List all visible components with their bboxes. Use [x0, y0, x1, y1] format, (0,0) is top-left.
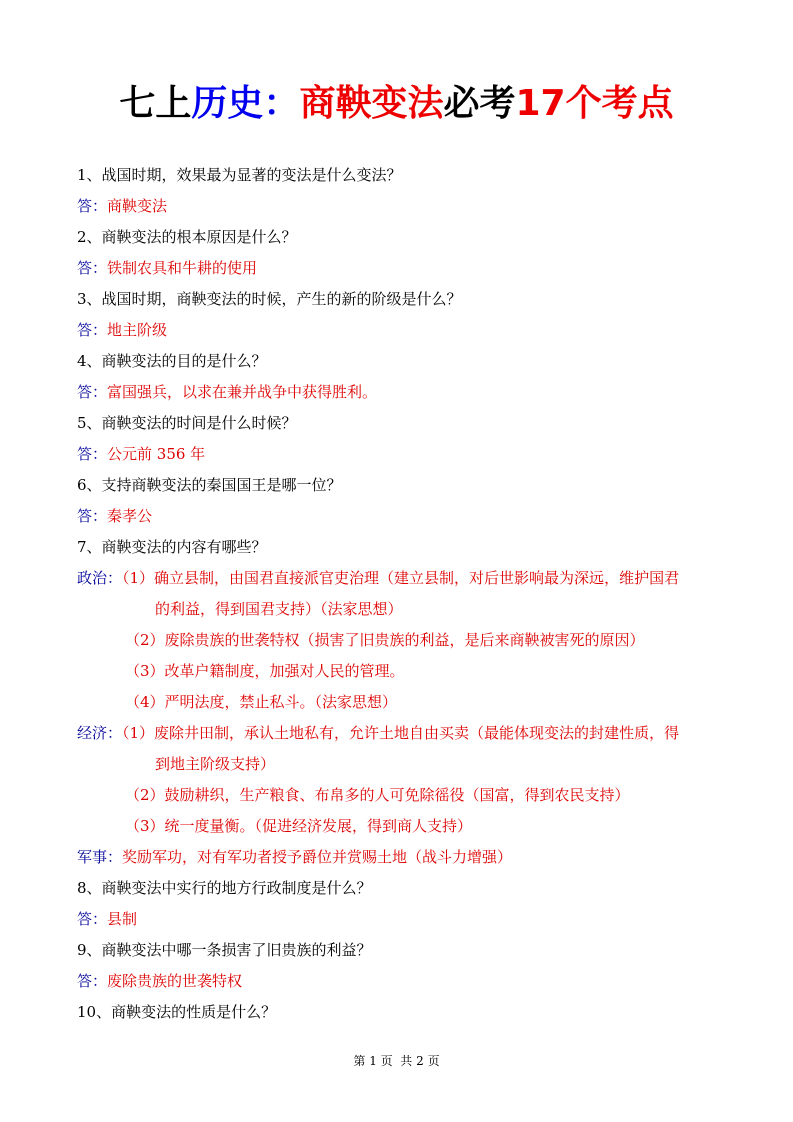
- answer-text: 富国强兵，以求在兼并战争中获得胜利。: [107, 383, 378, 401]
- question-4: 4、商鞅变法的目的是什么？: [77, 352, 267, 370]
- answer-6: [77, 505, 152, 527]
- economy-item-1: [77, 722, 679, 744]
- question-3: 3、战国时期，商鞅变法的时候，产生的新的阶级是什么？: [77, 290, 462, 308]
- answer-label: 答：: [77, 445, 108, 463]
- economy-label: 经济：: [77, 724, 123, 742]
- answer-2: [77, 257, 257, 279]
- question-1: 1、战国时期，效果最为显著的变法是什么变法？: [77, 166, 402, 184]
- politics-item-1: [77, 567, 679, 589]
- question-9: 9、商鞅变法中哪一条损害了旧贵族的利益？: [77, 941, 372, 959]
- answer-3: [77, 319, 167, 341]
- answer-text: 县制: [107, 910, 138, 928]
- answer-label: 答：: [77, 910, 108, 928]
- question-10: 10、商鞅变法的性质是什么？: [77, 1003, 277, 1021]
- economy-text-1b: 到地主阶级支持）: [155, 755, 276, 773]
- answer-9: [77, 970, 242, 992]
- answer-label: 答：: [77, 972, 108, 990]
- answer-text: 废除贵族的世袭特权: [107, 972, 243, 990]
- politics-text-1b: 的利益，得到国君支持）（法家思想）: [155, 600, 403, 618]
- answer-8: [77, 908, 137, 930]
- politics-item-4: （4）严明法度，禁止私斗。（法家思想）: [125, 693, 398, 711]
- title-grade: 七上: [119, 83, 192, 124]
- politics-item-2: （2）废除贵族的世袭特权（损害了旧贵族的利益，是后来商鞅被害死的原因）: [125, 631, 645, 649]
- answer-text: 铁制农具和牛耕的使用: [107, 259, 258, 277]
- question-8: 8、商鞅变法中实行的地方行政制度是什么？: [77, 879, 372, 897]
- answer-label: 答：: [77, 321, 108, 339]
- question-6: 6、支持商鞅变法的秦国国王是哪一位？: [77, 476, 342, 494]
- title-count: 17个考点: [515, 83, 674, 124]
- answer-label: 答：: [77, 507, 108, 525]
- military-text: 奖励军功，对有军功者授予爵位并赏赐土地（战斗力增强）: [122, 848, 513, 866]
- page-title: [0, 78, 793, 130]
- title-must: 必考: [443, 83, 516, 124]
- economy-item-2: （2）鼓励耕织，生产粮食、布帛多的人可免除徭役（国富，得到农民支持）: [125, 786, 630, 804]
- title-topic: 商鞅变法: [299, 83, 444, 124]
- economy-item-3: （3）统一度量衡。（促进经济发展，得到商人支持）: [125, 817, 473, 835]
- answer-1: [77, 195, 167, 217]
- military-label: 军事：: [77, 848, 123, 866]
- title-subject: 历史：: [191, 83, 300, 124]
- answer-text: 公元前 356 年: [107, 445, 206, 463]
- question-2: 2、商鞅变法的根本原因是什么？: [77, 228, 297, 246]
- politics-label: 政治：: [77, 569, 123, 587]
- question-5: 5、商鞅变法的时间是什么时候？: [77, 414, 297, 432]
- answer-label: 答：: [77, 383, 108, 401]
- politics-item-3: （3）改革户籍制度，加强对人民的管理。: [125, 662, 405, 680]
- question-7: 7、商鞅变法的内容有哪些？: [77, 538, 267, 556]
- answer-4: [77, 381, 377, 403]
- answer-text: 商鞅变法: [107, 197, 168, 215]
- politics-text-1a: （1）确立县制，由国君直接派官吏治理（建立县制，对后世影响最为深远，维护国君: [122, 569, 680, 587]
- answer-text: 地主阶级: [107, 321, 168, 339]
- answer-label: 答：: [77, 259, 108, 277]
- answer-text: 秦孝公: [107, 507, 153, 525]
- economy-text-1a: （1）废除井田制，承认土地私有，允许土地自由买卖（最能体现变法的封建性质，得: [122, 724, 680, 742]
- answer-5: [77, 443, 205, 465]
- page-footer: 第 1 页 共 2 页: [353, 1054, 440, 1068]
- military-item: [77, 846, 512, 868]
- answer-label: 答：: [77, 197, 108, 215]
